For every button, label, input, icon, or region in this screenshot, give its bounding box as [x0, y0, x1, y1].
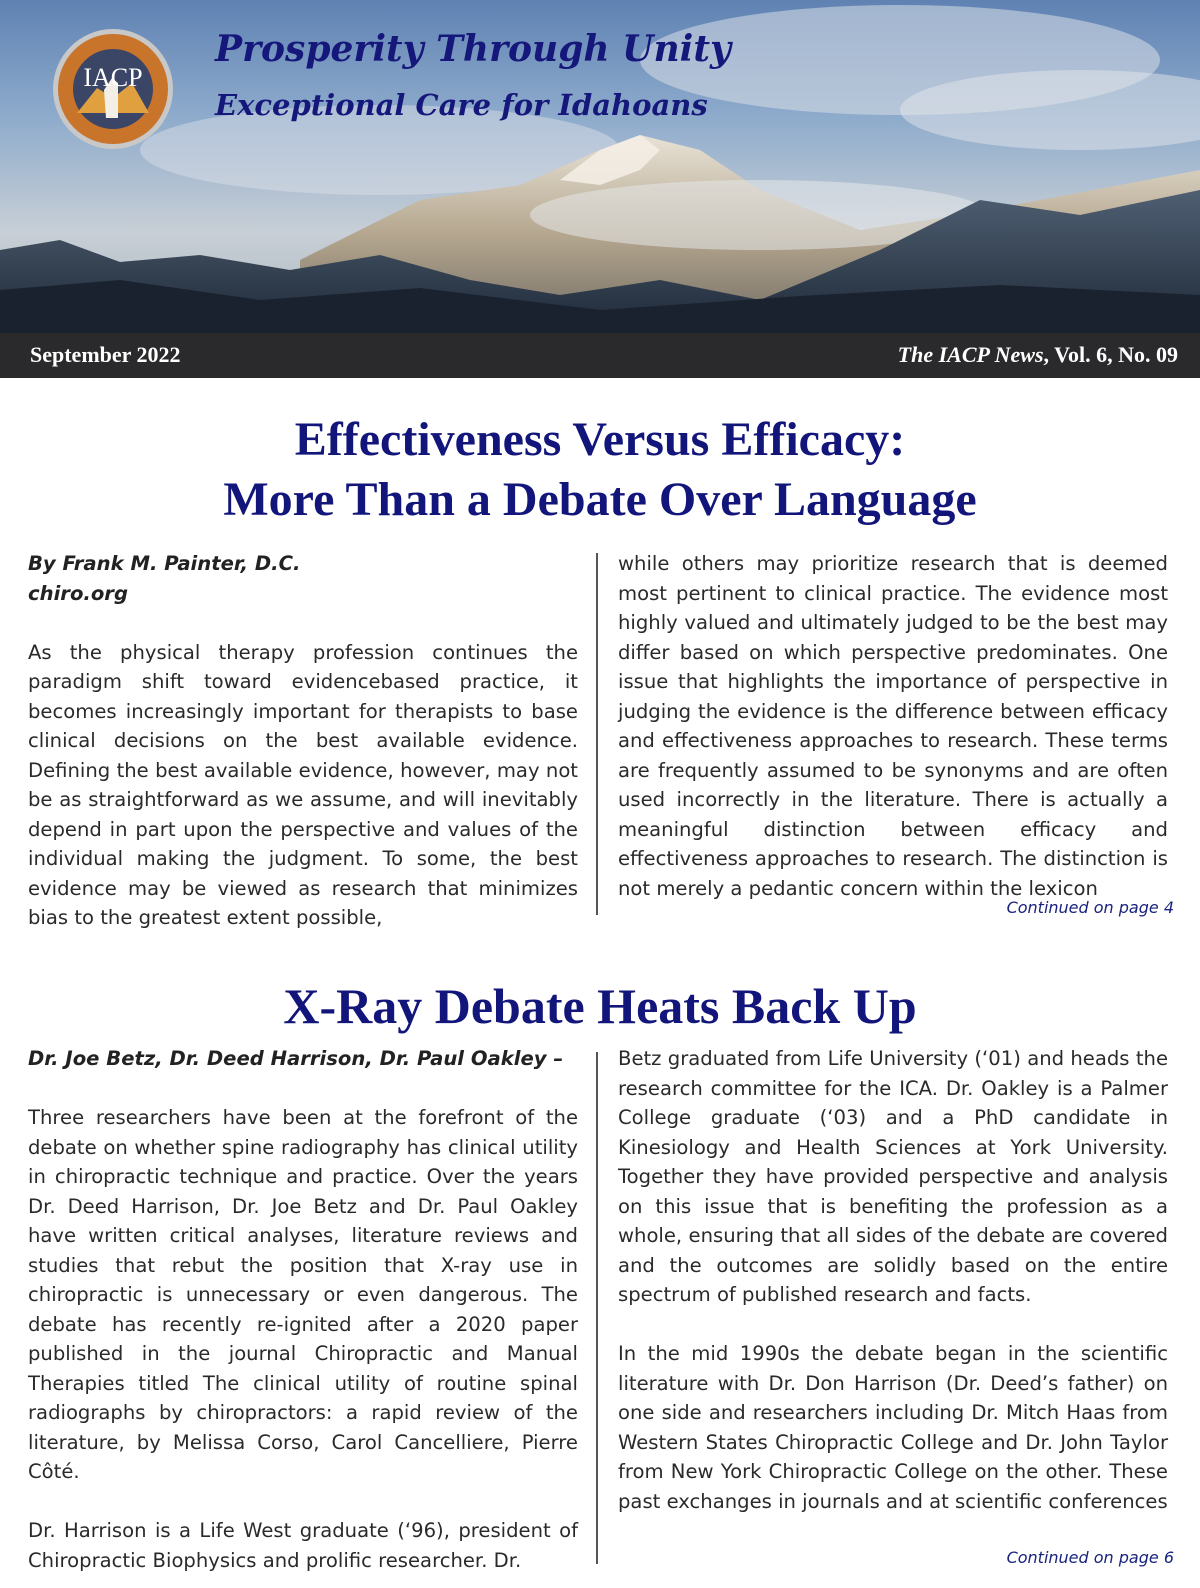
article1-headline — [0, 410, 1200, 530]
masthead-banner — [0, 0, 1200, 333]
issue-bar — [0, 333, 1200, 378]
issue-info — [898, 342, 1178, 368]
article1-headline-line2: More Than a Debate Over Language — [223, 473, 977, 526]
article1-right-text: while others may prioritize research that is deemed most pertinent to clinical practice. The evidence most highly valued and ultimately judged to be the best may differ based on which perspective predominates. One issue that highlights the importance of perspective in judging the evidence is the difference between efficacy and effectiveness approaches to research. These terms are frequently assumed to be synonyms and are often used incorrectly in the literature. There is actually a meaningful distinction between efficacy and effectiveness approaches to research. The distinction is not merely a pedantic concern within the lexicon — [618, 552, 1168, 900]
article1-author: By Frank M. Painter, D.C. — [28, 552, 301, 575]
article1-left-column — [28, 549, 578, 933]
article1-continued-link[interactable]: Continued on page 4 — [1006, 898, 1174, 917]
article2-left-column — [28, 1044, 578, 1575]
logo-monogram: IACP — [83, 63, 143, 92]
publication-title: The IACP News — [897, 342, 1044, 367]
publication-issue: , Vol. 6, No. 09 — [1043, 342, 1178, 367]
article1-headline-line1: Effectiveness Versus Efficacy: — [294, 413, 906, 466]
article2-continued-link[interactable]: Continued on page 6 — [1006, 1548, 1174, 1567]
article2-headline: X-Ray Debate Heats Back Up — [283, 978, 917, 1034]
column-divider — [596, 1052, 598, 1564]
article1-left-text: As the physical therapy profession continues the paradigm shift toward evidencebased practice, it becomes increasingly important for therapists to base clinical decisions on the best available evidence. Defining the best available evidence, however, may not be as straightforward as we assume, and will inevitably depend in part upon the perspective and values of the individual making the judgment. To some, the best evidence may be viewed as research that minimizes bias to the greatest extent possible, — [28, 640, 578, 929]
article2-left-para2: Dr. Harrison is a Life West graduate (‘96), president of Chiropractic Biophysics and prolific researcher. Dr. — [28, 1519, 578, 1572]
article1-right-column — [618, 549, 1168, 903]
article2-left-para1: Three researchers have been at the forefront of the debate on whether spine radiography has clinical utility in chiropractic technique and practice. Over the years Dr. Deed Harrison, Dr. Joe Betz and Dr. Paul Oakley have written critical analyses, literature reviews and studies that rebut the position that X-ray use in chiropractic is unnecessary or even dangerous. The debate has recently re-ignited after a 2020 paper published in the journal Chiropractic and Manual Therapies titled The clinical utility of routine spinal radiographs by chiropractors: a rapid review of the literature, by Melissa Corso, Carol Cancelliere, Pierre Côté. — [28, 1106, 578, 1483]
article1-source: chiro.org — [28, 581, 128, 605]
iacp-logo — [52, 28, 174, 150]
tagline-secondary: Exceptional Care for Idahoans — [215, 88, 708, 122]
column-divider — [596, 553, 598, 915]
article2-right-para2: In the mid 1990s the debate began in the scientific literature with Dr. Don Harrison (Dr. Deed’s father) on one side and researchers including Dr. Mitch Haas from Western States Chiropractic College and Dr. John Taylor from New York Chiropractic College on the other. These past exchanges in journals and at scientific conferences — [618, 1342, 1168, 1513]
article2-right-para1: Betz graduated from Life University (‘01) and heads the research committee for the ICA. Dr. Oakley is a Palmer College graduate (‘03) and a PhD candidate in Kinesiology and Health Sciences at York University. Together they have provided perspective and analysis on this issue that is benefiting the profession as a whole, ensuring that all sides of the debate are covered and the outcomes are solidly based on the entire spectrum of published research and facts. — [618, 1047, 1168, 1306]
tagline-primary: Prosperity Through Unity — [215, 28, 731, 70]
issue-date: September 2022 — [30, 342, 181, 367]
article2-authors: Dr. Joe Betz, Dr. Deed Harrison, Dr. Paul Oakley – — [28, 1047, 564, 1070]
article2-right-column — [618, 1044, 1168, 1516]
